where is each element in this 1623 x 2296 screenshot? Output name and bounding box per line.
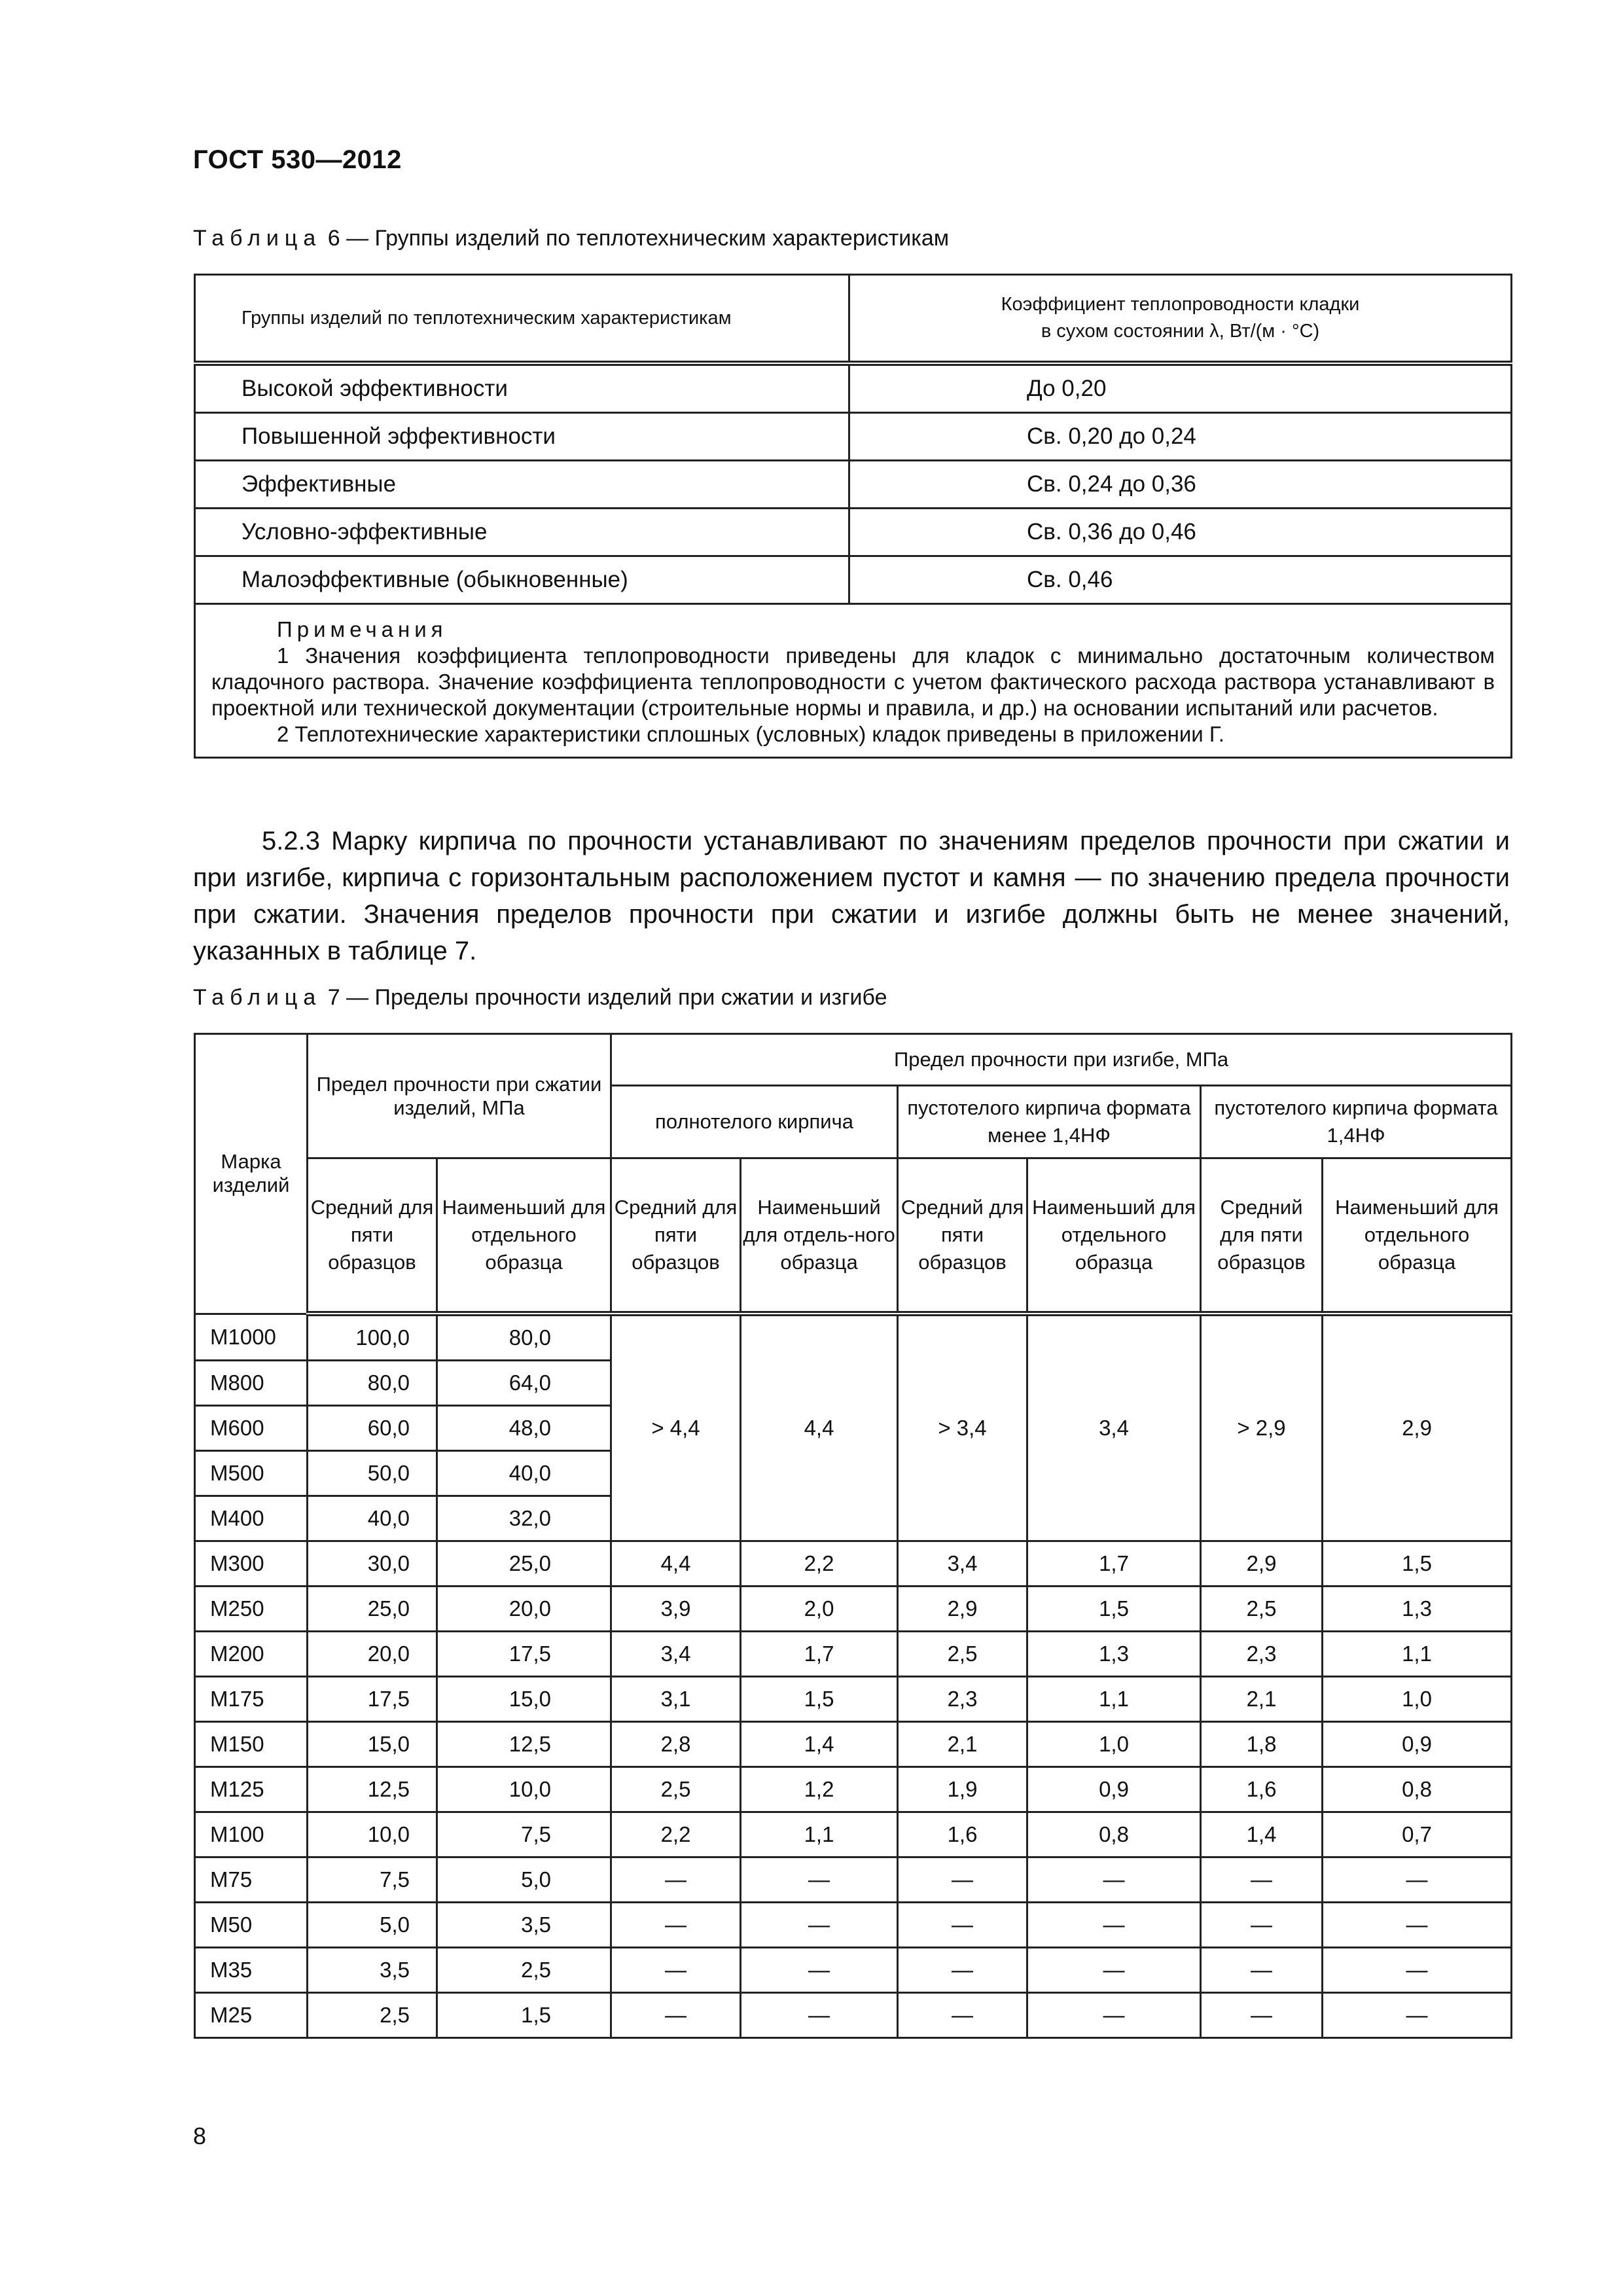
table7-hollow-lt-header: пустотелого кирпича формата менее 1,4НФ [898, 1086, 1201, 1158]
value-cell: 1,3 [1027, 1632, 1201, 1677]
table6-col2-header [849, 275, 1512, 364]
table6-value-cell: Св. 0,20 до 0,24 [849, 413, 1512, 461]
value-cell: 2,9 [1201, 1541, 1323, 1587]
table6-thermal-groups [194, 274, 1512, 759]
value-cell: 1,5 [437, 1993, 611, 2038]
table-row [195, 1857, 1512, 1903]
mark-cell: М175 [195, 1677, 308, 1722]
table6-caption [193, 226, 949, 251]
value-cell: 1,0 [1323, 1677, 1512, 1722]
value-cell: 1,5 [741, 1677, 898, 1722]
value-cell: 2,1 [1201, 1677, 1323, 1722]
value-cell: 2,2 [611, 1812, 741, 1857]
value-cell: 2,3 [898, 1677, 1027, 1722]
merged-value-cell: > 4,4 [611, 1314, 741, 1541]
paragraph-5-2-3: 5.2.3 Марку кирпича по прочности устанавливают по значениям пределов прочности при сжатии и при изгибе, кирпича с горизонтальным расположением пустот и камня — по значению предела прочности при сжатии. Значения пределов прочности при сжатии и изгибе должны быть не менее значений, указанных в таблице 7. [193, 827, 1510, 965]
value-cell: 1,6 [898, 1812, 1027, 1857]
value-cell: — [1027, 1903, 1201, 1948]
value-cell: 15,0 [437, 1677, 611, 1722]
table6-value-cell: Св. 0,24 до 0,36 [849, 461, 1512, 509]
note-1: 1 Значения коэффициента теплопроводности приведены для кладок с минимально достаточным количеством кладочного раствора. Значение коэффициента теплопроводности с учетом фактического расхода раствора устанавливают в проектной или технической документации (строительные нормы и правила, и др.) на основании испытаний или расчетов. [211, 643, 1495, 720]
value-cell: — [1323, 1857, 1512, 1903]
value-cell: — [611, 1903, 741, 1948]
value-cell: 12,5 [437, 1722, 611, 1767]
table6-group-cell: Эффективные [195, 461, 849, 509]
value-cell: 2,5 [1201, 1587, 1323, 1632]
table7-min-header: Наименьший для отдельного образца [1323, 1158, 1512, 1314]
table-row [195, 1903, 1512, 1948]
table-row [195, 1541, 1512, 1587]
value-cell: — [741, 1948, 898, 1993]
value-cell: 10,0 [308, 1812, 437, 1857]
mark-cell: М600 [195, 1406, 308, 1451]
mark-cell: М35 [195, 1948, 308, 1993]
value-cell: 17,5 [308, 1677, 437, 1722]
value-cell: 0,9 [1027, 1767, 1201, 1812]
value-cell: — [741, 1993, 898, 2038]
value-cell: 30,0 [308, 1541, 437, 1587]
value-cell: 17,5 [437, 1632, 611, 1677]
table7-avg-header: Средний для пяти образцов [611, 1158, 741, 1314]
value-cell: — [1323, 1948, 1512, 1993]
value-cell: 2,5 [611, 1767, 741, 1812]
value-cell: — [1201, 1948, 1323, 1993]
table6-col1-header: Группы изделий по теплотехническим характеристикам [195, 275, 849, 364]
value-cell: 1,1 [1027, 1677, 1201, 1722]
value-cell: 2,9 [898, 1587, 1027, 1632]
value-cell: 0,7 [1323, 1812, 1512, 1857]
value-cell: — [898, 1993, 1027, 2038]
value-cell: 32,0 [437, 1496, 611, 1541]
value-cell: 7,5 [437, 1812, 611, 1857]
value-cell: 5,0 [437, 1857, 611, 1903]
value-cell: 80,0 [308, 1361, 437, 1406]
value-cell: — [611, 1993, 741, 2038]
table6-value-cell: Св. 0,36 до 0,46 [849, 509, 1512, 556]
value-cell: 3,4 [611, 1632, 741, 1677]
value-cell: 1,1 [741, 1812, 898, 1857]
value-cell: 4,4 [611, 1541, 741, 1587]
table7-caption [193, 985, 887, 1011]
table-row [195, 1314, 1512, 1361]
value-cell: 3,9 [611, 1587, 741, 1632]
table-row [195, 556, 1512, 604]
table6-value-cell: Св. 0,46 [849, 556, 1512, 604]
value-cell: — [611, 1857, 741, 1903]
value-cell: — [741, 1857, 898, 1903]
value-cell: — [1027, 1993, 1201, 2038]
value-cell: 1,6 [1201, 1767, 1323, 1812]
table7-mark-header: Марка изделий [195, 1034, 308, 1314]
value-cell: 2,3 [1201, 1632, 1323, 1677]
mark-cell: М200 [195, 1632, 308, 1677]
table6-col2-header-line1: Коэффициент теплопроводности кладки [1001, 294, 1360, 315]
value-cell: 25,0 [308, 1587, 437, 1632]
mark-cell: М25 [195, 1993, 308, 2038]
table-row [195, 1632, 1512, 1677]
table6-caption-prefix: Таблица [193, 226, 322, 251]
table7-avg-header: Средний для пяти образцов [898, 1158, 1027, 1314]
value-cell: 20,0 [308, 1632, 437, 1677]
notes-title: Примечания [277, 617, 448, 641]
table-row [195, 363, 1512, 413]
value-cell: — [1323, 1993, 1512, 2038]
value-cell: — [1323, 1903, 1512, 1948]
table6-caption-text: 6 — Группы изделий по теплотехническим характеристикам [321, 226, 950, 251]
value-cell: 1,1 [1323, 1632, 1512, 1677]
value-cell: — [741, 1903, 898, 1948]
value-cell: 1,5 [1323, 1541, 1512, 1587]
value-cell: 64,0 [437, 1361, 611, 1406]
value-cell: — [611, 1948, 741, 1993]
value-cell: 3,1 [611, 1677, 741, 1722]
table7-bending-header: Предел прочности при изгибе, МПа [611, 1034, 1512, 1086]
note-2: 2 Теплотехнические характеристики сплошных (условных) кладок приведены в приложении Г. [277, 722, 1224, 746]
table-row [195, 461, 1512, 509]
table-row [195, 509, 1512, 556]
mark-cell: М125 [195, 1767, 308, 1812]
value-cell: — [898, 1948, 1027, 1993]
value-cell: 80,0 [437, 1314, 611, 1361]
table7-min-header: Наименьший для отдель-ного образца [741, 1158, 898, 1314]
table7-solid-brick-header: полнотелого кирпича [611, 1086, 898, 1158]
value-cell: 7,5 [308, 1857, 437, 1903]
mark-cell: М500 [195, 1451, 308, 1496]
value-cell: 40,0 [308, 1496, 437, 1541]
value-cell: — [1027, 1948, 1201, 1993]
value-cell: 20,0 [437, 1587, 611, 1632]
table-row [195, 1587, 1512, 1632]
value-cell: 40,0 [437, 1451, 611, 1496]
mark-cell: М75 [195, 1857, 308, 1903]
value-cell: 1,0 [1027, 1722, 1201, 1767]
mark-cell: М400 [195, 1496, 308, 1541]
value-cell: 12,5 [308, 1767, 437, 1812]
value-cell: 3,5 [308, 1948, 437, 1993]
table7-min-header: Наименьший для отдельного образца [1027, 1158, 1201, 1314]
table-row [195, 1812, 1512, 1857]
value-cell: 1,8 [1201, 1722, 1323, 1767]
table6-notes [195, 604, 1512, 758]
value-cell: 48,0 [437, 1406, 611, 1451]
value-cell: 3,4 [898, 1541, 1027, 1587]
value-cell: 5,0 [308, 1903, 437, 1948]
value-cell: 1,2 [741, 1767, 898, 1812]
table7-avg-header: Средний для пяти образцов [308, 1158, 437, 1314]
value-cell: 0,8 [1323, 1767, 1512, 1812]
value-cell: 15,0 [308, 1722, 437, 1767]
table6-value-cell: До 0,20 [849, 363, 1512, 413]
page-number: 8 [193, 2123, 207, 2149]
value-cell: 100,0 [308, 1314, 437, 1361]
value-cell: 2,2 [741, 1541, 898, 1587]
mark-cell: М300 [195, 1541, 308, 1587]
merged-value-cell: > 3,4 [898, 1314, 1027, 1541]
value-cell: 1,4 [1201, 1812, 1323, 1857]
mark-cell: М250 [195, 1587, 308, 1632]
value-cell: 50,0 [308, 1451, 437, 1496]
value-cell: 2,0 [741, 1587, 898, 1632]
table7-hollow-14-header: пустотелого кирпича формата 1,4НФ [1201, 1086, 1512, 1158]
table7-avg-header: Средний для пяти образцов [1201, 1158, 1323, 1314]
value-cell: — [898, 1903, 1027, 1948]
table7-strength-limits [194, 1033, 1512, 2039]
table7-compression-header: Предел прочности при сжатии изделий, МПа [308, 1034, 611, 1158]
merged-value-cell: > 2,9 [1201, 1314, 1323, 1541]
value-cell: 1,7 [741, 1632, 898, 1677]
mark-cell: М100 [195, 1812, 308, 1857]
mark-cell: М150 [195, 1722, 308, 1767]
value-cell: — [1027, 1857, 1201, 1903]
value-cell: 25,0 [437, 1541, 611, 1587]
value-cell: 3,5 [437, 1903, 611, 1948]
table7-caption-prefix: Таблица [193, 985, 322, 1010]
value-cell: 1,3 [1323, 1587, 1512, 1632]
value-cell: 60,0 [308, 1406, 437, 1451]
value-cell: — [1201, 1903, 1323, 1948]
value-cell: 2,5 [898, 1632, 1027, 1677]
table-row [195, 1948, 1512, 1993]
table-row [195, 413, 1512, 461]
merged-value-cell: 2,9 [1323, 1314, 1512, 1541]
table-row [195, 1767, 1512, 1812]
table-row [195, 1993, 1512, 2038]
value-cell: 1,5 [1027, 1587, 1201, 1632]
value-cell: 1,7 [1027, 1541, 1201, 1587]
value-cell: 1,9 [898, 1767, 1027, 1812]
value-cell: — [1201, 1993, 1323, 2038]
table7-min-header: Наименьший для отдельного образца [437, 1158, 611, 1314]
value-cell: 2,5 [308, 1993, 437, 2038]
value-cell: 2,1 [898, 1722, 1027, 1767]
document-header: ГОСТ 530—2012 [193, 145, 402, 174]
mark-cell: М50 [195, 1903, 308, 1948]
value-cell: 0,8 [1027, 1812, 1201, 1857]
merged-value-cell: 3,4 [1027, 1314, 1201, 1541]
table6-group-cell: Условно-эффективные [195, 509, 849, 556]
table-row [195, 1722, 1512, 1767]
value-cell: — [1201, 1857, 1323, 1903]
merged-value-cell: 4,4 [741, 1314, 898, 1541]
table7-caption-text: 7 — Пределы прочности изделий при сжатии и изгибе [321, 985, 887, 1010]
value-cell: 2,8 [611, 1722, 741, 1767]
table-row [195, 1677, 1512, 1722]
table6-group-cell: Высокой эффективности [195, 363, 849, 413]
value-cell: 10,0 [437, 1767, 611, 1812]
value-cell: 0,9 [1323, 1722, 1512, 1767]
value-cell: 1,4 [741, 1722, 898, 1767]
mark-cell: М800 [195, 1361, 308, 1406]
value-cell: — [898, 1857, 1027, 1903]
value-cell: 2,5 [437, 1948, 611, 1993]
table6-col2-header-line2: в сухом состоянии λ, Вт/(м · °С) [1041, 321, 1320, 342]
table6-group-cell: Повышенной эффективности [195, 413, 849, 461]
table6-group-cell: Малоэффективные (обыкновенные) [195, 556, 849, 604]
mark-cell: М1000 [195, 1314, 308, 1361]
